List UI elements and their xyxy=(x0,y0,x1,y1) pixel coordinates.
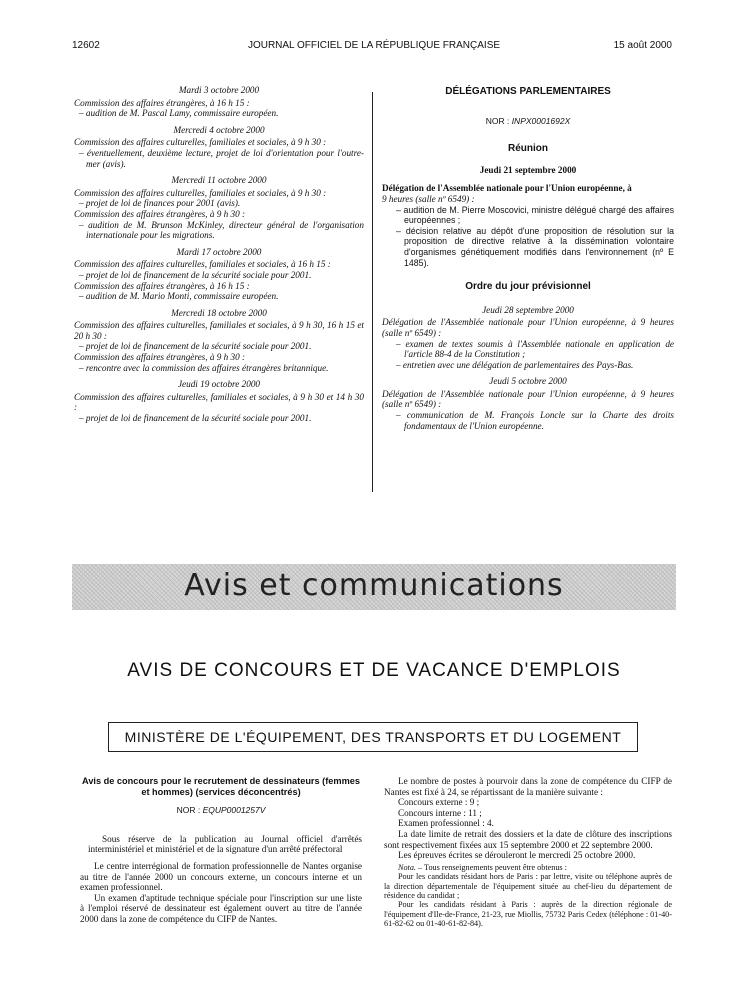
banner-title: Avis et communications xyxy=(184,568,564,603)
nor-code: EQUP0001257V xyxy=(202,805,266,816)
agenda-item: – audition de M. Brunson McKinley, directeur général de l'organisation internationale pour les migrations. xyxy=(79,219,364,241)
post-count-item: Examen professionnel : 4. xyxy=(398,818,494,829)
post-count-item: Concours interne : 11 ; xyxy=(398,807,482,818)
agenda-line: Commission des affaires culturelles, familiales et sociales, à 16 h 15 : xyxy=(74,259,331,270)
agenda-line: Commission des affaires étrangères, à 16 h 15 : xyxy=(74,280,250,291)
notice-left-column xyxy=(80,776,362,925)
notice-paragraph: Le centre interrégional de formation professionnelle de Nantes organise au titre de l'année 2000 un concours externe, un concours interne et un examen professionnel. xyxy=(80,860,362,893)
ministry-name: MINISTÈRE DE L'ÉQUIPEMENT, DES TRANSPORTS ET DU LOGEMENT xyxy=(124,729,622,745)
delegation-time: 9 heures (salle nº 6549) : xyxy=(382,193,475,204)
day-heading: Mardi 17 octobre 2000 xyxy=(176,246,262,257)
delegation-line: Délégation de l'Assemblée nationale pour l'Union européenne, à xyxy=(382,183,632,194)
agenda-item: – rencontre avec la commission des affaires étrangères britannique. xyxy=(79,362,329,373)
notice-paragraph: Sous réserve de la publication au Journal officiel d'arrêtés interministériel et ministériel et de la signature d'un arrêté préfectoral xyxy=(88,833,362,855)
notice-paragraph: Le nombre de postes à pourvoir dans la zone de compétence du CIFP de Nantes est fixé à 24, se répartissant de la manière suivante : xyxy=(384,776,672,797)
agenda-item: – entretien avec une délégation de parlementaires des Pays-Bas. xyxy=(396,359,634,370)
nor-reference xyxy=(80,805,362,816)
right-column-delegations xyxy=(382,87,674,431)
day-heading: Mercredi 11 octobre 2000 xyxy=(171,175,267,186)
agenda-line: Commission des affaires étrangères, à 9 h 30 : xyxy=(74,208,246,219)
nor-code: INPX0001692X xyxy=(511,115,571,126)
subsection-heading: Réunion xyxy=(508,143,548,155)
note-paragraph: Pour les candidats résidant à Paris : auprès de la direction régionale de l'équipement d'Ile-de-France, 21-23, rue Miollis, 75732 Paris Cedex (téléphone : 01-40-61-82-62 ou 01-40-61-82-84). xyxy=(384,900,672,929)
nor-prefix: NOR : xyxy=(485,115,512,126)
note-paragraph xyxy=(384,863,672,872)
delegation-line: Délégation de l'Assemblée nationale pour l'Union européenne, à 9 heures (salle nº 6549) : xyxy=(382,317,674,338)
column-divider xyxy=(372,92,373,492)
agenda-item: – projet de loi de financement de la sécurité sociale pour 2001. xyxy=(79,341,312,352)
agenda-line: Commission des affaires étrangères, à 16 h 15 : xyxy=(74,97,250,108)
agenda-line: Commission des affaires culturelles, familiales et sociales, à 9 h 30 et 14 h 30 : xyxy=(74,391,364,413)
day-heading: Jeudi 5 octobre 2000 xyxy=(489,376,567,387)
ministry-box xyxy=(108,722,638,752)
left-column-agenda xyxy=(74,85,364,424)
notice-paragraph: La date limite de retrait des dossiers et la date de clôture des inscriptions sont respectivement fixées aux 15 septembre 2000 et 22 septembre 2000. xyxy=(384,828,672,850)
agenda-item: – projet de loi de finances pour 2001 (avis). xyxy=(79,198,241,209)
subsection-heading: Ordre du jour prévisionnel xyxy=(465,281,591,293)
agenda-line: Commission des affaires culturelles, familiales et sociales, à 9 h 30, 16 h 15 et 20 h 30 : xyxy=(74,320,364,341)
notice-paragraph: Les épreuves écrites se dérouleront le mercredi 25 octobre 2000. xyxy=(398,850,636,861)
section-heading: DÉLÉGATIONS PARLEMENTAIRES xyxy=(445,86,611,97)
post-count-item: Concours externe : 9 ; xyxy=(398,797,480,808)
notice-paragraph: Un examen d'aptitude technique spéciale pour l'inscription sur une liste à l'emploi réservé de dessinateur est également ouvert au titre de l'année 2000 dans la zone de compétence du CIFP de Nantes. xyxy=(80,892,362,924)
agenda-line: Commission des affaires culturelles, familiales et sociales, à 9 h 30 : xyxy=(74,187,327,198)
agenda-line: Commission des affaires culturelles, familiales et sociales, à 9 h 30 : xyxy=(74,137,327,148)
day-heading: Mercredi 18 octobre 2000 xyxy=(171,307,267,318)
note-paragraph: Pour les candidats résidant hors de Paris : par lettre, visite ou téléphone auprès de la direction départementale de l'équipement située au chef-lieu du département de résidence du candidat ; xyxy=(384,872,672,900)
agenda-item: – projet de loi de financement de la sécurité sociale pour 2001. xyxy=(79,269,312,280)
notice-right-column xyxy=(384,776,672,929)
agenda-item: – audition de M. Pascal Lamy, commissaire européen. xyxy=(79,108,279,119)
section-banner xyxy=(72,564,676,610)
section-title: AVIS DE CONCOURS ET DE VACANCE D'EMPLOIS xyxy=(127,660,621,681)
page-number: 12602 xyxy=(72,40,100,51)
agenda-item: – audition de M. Pierre Moscovici, ministre délégué chargé des affaires européennes ; xyxy=(396,204,674,226)
agenda-item: – éventuellement, deuxième lecture, projet de loi d'orientation pour l'outre-mer (avis). xyxy=(79,147,364,169)
nor-prefix: NOR : xyxy=(176,805,203,816)
agenda-line: Commission des affaires étrangères, à 9 h 30 : xyxy=(74,352,246,363)
day-heading: Jeudi 19 octobre 2000 xyxy=(177,379,261,390)
note-text: – Tous renseignements peuvent être obtenus : xyxy=(415,862,567,872)
issue-date: 15 août 2000 xyxy=(613,40,672,51)
nor-reference xyxy=(382,116,674,127)
note-label: Nota. xyxy=(398,862,416,872)
page-header xyxy=(0,40,748,56)
journal-title: JOURNAL OFFICIEL DE LA RÉPUBLIQUE FRANÇAISE xyxy=(247,40,501,51)
meeting-date: Jeudi 21 septembre 2000 xyxy=(479,164,577,175)
day-heading: Mercredi 4 octobre 2000 xyxy=(173,124,265,135)
day-heading: Mardi 3 octobre 2000 xyxy=(178,85,260,95)
day-heading: Jeudi 28 septembre 2000 xyxy=(482,304,574,315)
agenda-item: – décision relative au dépôt d'une proposition de résolution sur la proposition de directive relative à la dissémination volontaire d'organismes génétiquement modifiés dans l'environnement (nº E 1485). xyxy=(396,225,674,268)
agenda-item: – audition de M. Mario Monti, commissaire européen. xyxy=(79,291,279,302)
notice-title: Avis de concours pour le recrutement de dessinateurs (femmes et hommes) (services déconcentrés) xyxy=(82,776,360,797)
agenda-item: – communication de M. François Loncle sur la Charte des droits fondamentaux de l'Union européenne. xyxy=(396,410,674,431)
agenda-item: – projet de loi de financement de la sécurité sociale pour 2001. xyxy=(79,413,312,424)
delegation-line: Délégation de l'Assemblée nationale pour l'Union européenne, à 9 heures (salle nº 6549) : xyxy=(382,388,674,410)
agenda-item: – examen de textes soumis à l'Assemblée nationale en application de l'article 88-4 de la Constitution ; xyxy=(396,338,674,360)
